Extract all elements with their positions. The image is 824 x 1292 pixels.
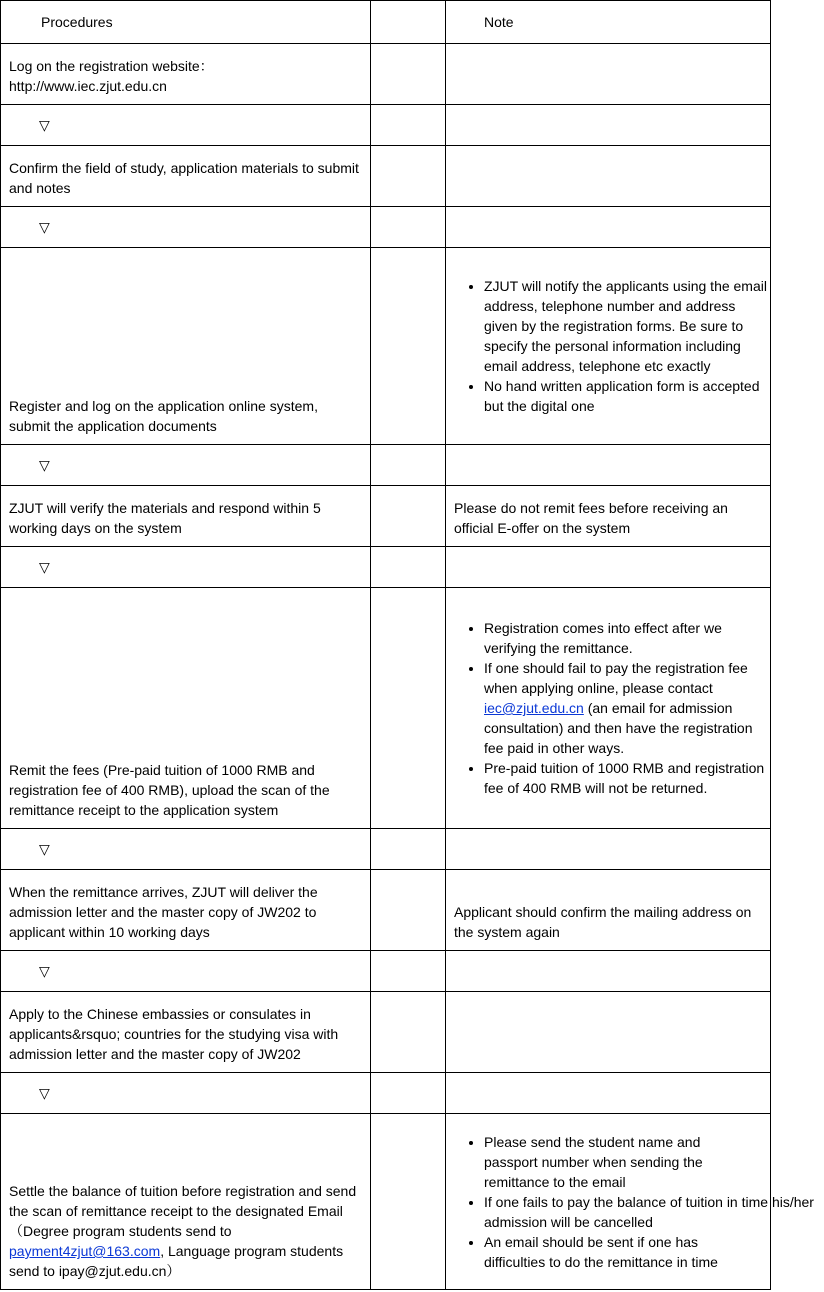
consultation-email-link[interactable]: iec@zjut.edu.cn (484, 700, 584, 716)
step-text: When the remittance arrives, ZJUT will deliver the admission letter and the master copy of JW202 to applicant within 10 working days (1, 870, 371, 951)
step-text: Register and log on the application online system, submit the application documents (1, 248, 371, 445)
step-row (1, 588, 771, 829)
down-arrow-icon: ▽ (1, 105, 371, 146)
empty-cell (371, 486, 446, 547)
step-text: Confirm the field of study, application materials to submit and notes (1, 146, 371, 207)
step-text-part: Settle the balance of tuition before registration and send the scan of remittance receipt to the designated Email （Degree program students send to (9, 1183, 357, 1239)
note-list (446, 1132, 824, 1272)
note-cell (446, 248, 771, 445)
step-row (1, 992, 771, 1073)
down-arrow-icon: ▽ (1, 207, 371, 248)
note-cell (446, 44, 771, 105)
note-item (484, 658, 770, 758)
note-cell (446, 951, 771, 992)
empty-cell (371, 588, 446, 829)
note-cell (446, 992, 771, 1073)
down-arrow-icon: ▽ (1, 829, 371, 870)
arrow-row (1, 207, 771, 248)
empty-cell (371, 146, 446, 207)
note-item: • An email should be sent if one has difficulties to do the remittance in time (484, 1232, 754, 1272)
note-cell: Applicant should confirm the mailing address on the system again (446, 870, 771, 951)
note-item: • Please send the student name and passport number when sending the remittance to the email (484, 1132, 744, 1192)
down-arrow-icon: ▽ (1, 547, 371, 588)
step-row (1, 1114, 771, 1290)
empty-cell (371, 829, 446, 870)
step-text: Remit the fees (Pre-paid tuition of 1000 RMB and registration fee of 400 RMB), upload the scan of the remittance receipt to the application system (1, 588, 371, 829)
empty-cell (371, 1, 446, 44)
empty-cell (371, 951, 446, 992)
step-text (1, 1114, 371, 1290)
procedures-header: Procedures (1, 1, 371, 44)
arrow-row (1, 445, 771, 486)
note-cell (446, 445, 771, 486)
note-item: • Registration comes into effect after we verifying the remittance. (484, 618, 770, 658)
step-text (1, 44, 371, 105)
empty-cell (371, 44, 446, 105)
note-item-text: If one should fail to pay the registration fee when applying online, please contact (484, 660, 748, 696)
note-cell: Please do not remit fees before receiving an official E-offer on the system (446, 486, 771, 547)
empty-cell (371, 1073, 446, 1114)
note-cell (446, 1114, 814, 1290)
down-arrow-icon: ▽ (1, 951, 371, 992)
empty-cell (371, 445, 446, 486)
step-row (1, 248, 771, 445)
empty-cell (371, 992, 446, 1073)
empty-cell (371, 248, 446, 445)
down-arrow-icon: ▽ (1, 1073, 371, 1114)
registration-url: http://www.iec.zjut.edu.cn (9, 78, 167, 94)
down-arrow-icon: ▽ (1, 445, 371, 486)
step-text-part: , Language program students send to ipay@zjut.edu.cn） (9, 1243, 344, 1279)
step-text: ZJUT will verify the materials and respond within 5 working days on the system (1, 486, 371, 547)
note-cell (446, 105, 771, 146)
empty-cell (371, 870, 446, 951)
step-row (1, 44, 771, 105)
arrow-row (1, 547, 771, 588)
note-cell (446, 146, 771, 207)
empty-cell (371, 547, 446, 588)
note-cell (446, 207, 771, 248)
note-cell (446, 829, 771, 870)
note-cell (446, 547, 771, 588)
note-item-text: (an email for admission consultation) and then have the registration fee paid in other ways. (484, 700, 753, 756)
step-text-line: Log on the registration website： (9, 58, 214, 74)
note-cell (446, 1073, 771, 1114)
step-row (1, 146, 771, 207)
empty-cell (371, 207, 446, 248)
arrow-row (1, 951, 771, 992)
header-row (1, 1, 771, 44)
step-row (1, 870, 771, 951)
note-item: • ZJUT will notify the applicants using the email address, telephone number and address given by the registration forms. Be sure to specify the personal information including email address, telephone etc exactly (484, 276, 770, 376)
empty-cell (371, 1114, 446, 1290)
arrow-row (1, 1073, 771, 1114)
note-header: Note (446, 1, 771, 44)
note-list (446, 618, 770, 798)
note-item: • Pre-paid tuition of 1000 RMB and registration fee of 400 RMB will not be returned. (484, 758, 770, 798)
note-item: • If one fails to pay the balance of tuition in time his/her admission will be cancelled (484, 1192, 824, 1232)
step-text: Apply to the Chinese embassies or consulates in applicants&rsquo; countries for the studying visa with admission letter and the master copy of JW202 (1, 992, 371, 1073)
step-row (1, 486, 771, 547)
note-cell (446, 588, 771, 829)
empty-cell (371, 105, 446, 146)
arrow-row (1, 829, 771, 870)
arrow-row (1, 105, 771, 146)
payment-email-link[interactable]: payment4zjut@163.com (9, 1243, 161, 1259)
note-list (446, 276, 770, 416)
note-item: • No hand written application form is accepted but the digital one (484, 376, 770, 416)
